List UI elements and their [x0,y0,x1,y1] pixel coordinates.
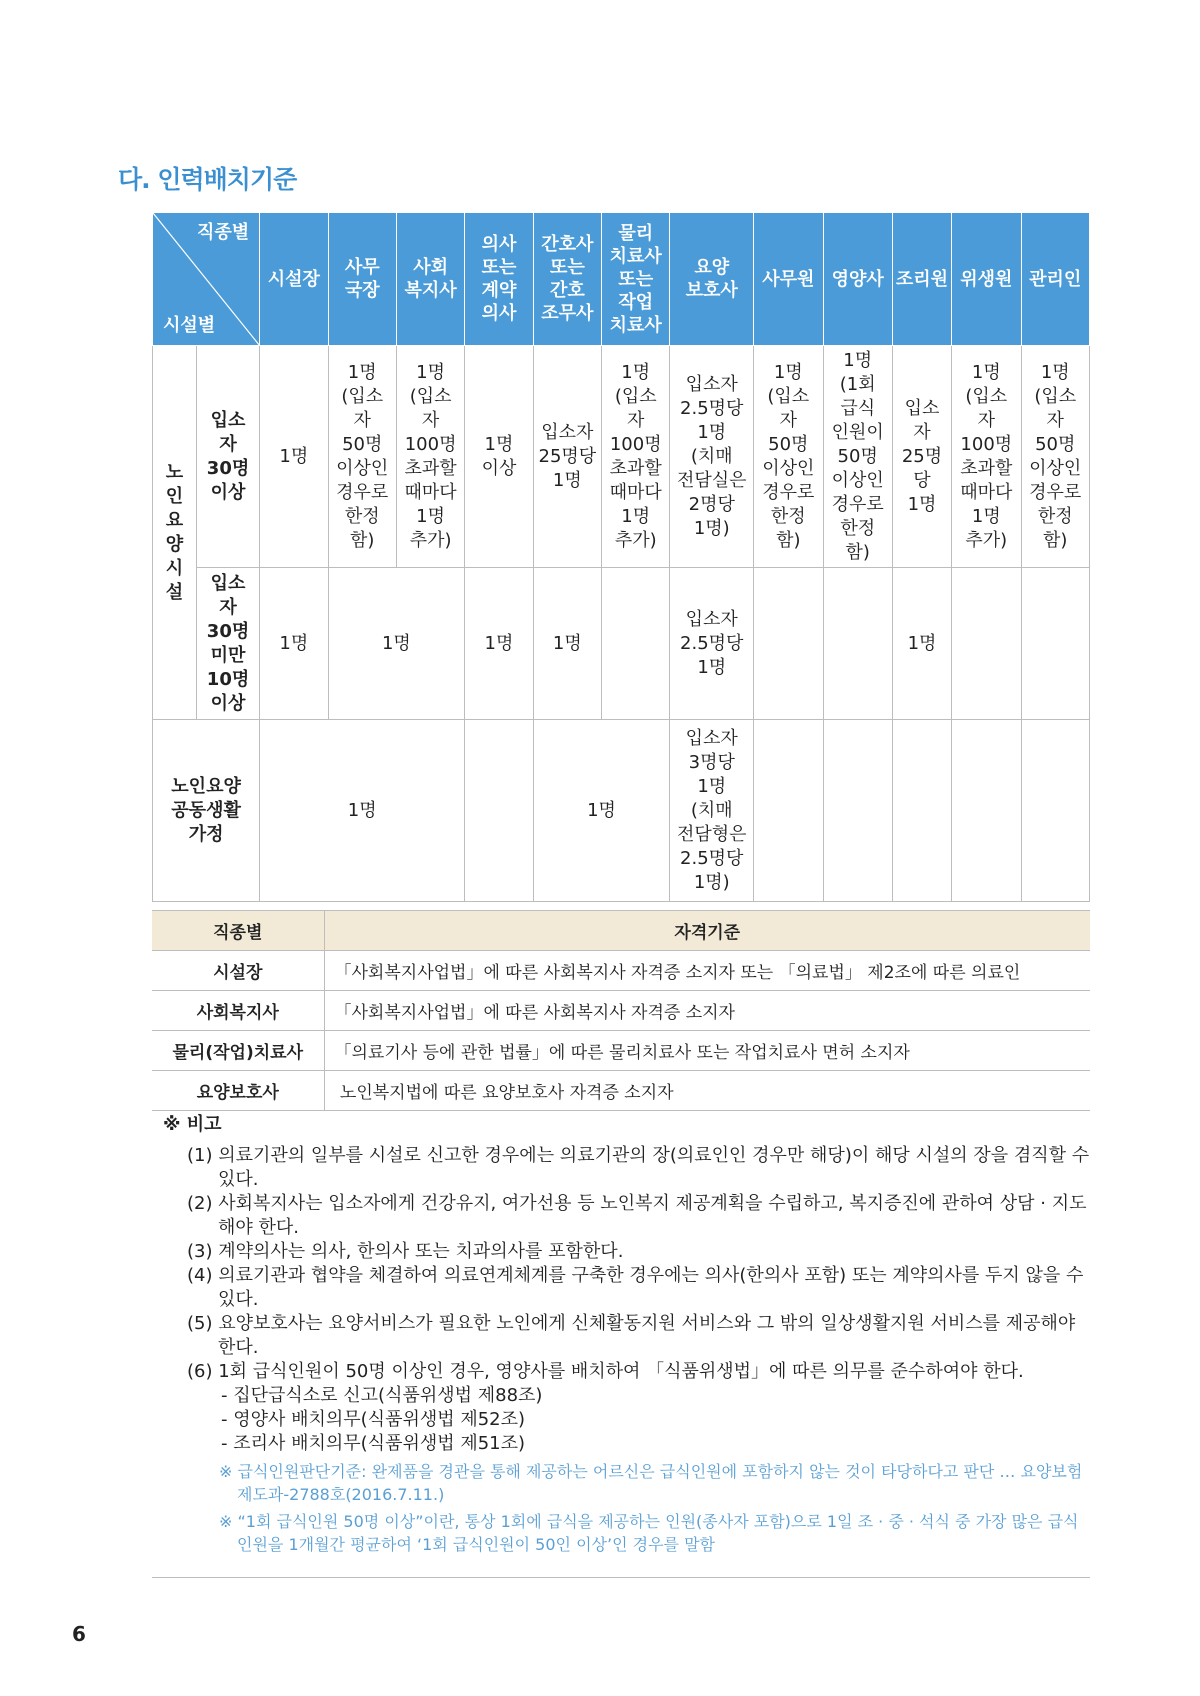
row-label: 입소 자 30명 미만 10명 이상 [196,568,259,720]
remarks-list [163,1144,1093,1384]
table-cell [952,720,1021,902]
list-item: (1) 의료기관의 일부를 시설로 신고한 경우에는 의료기관의 장(의료인인 경우만 해당)이 해당 시설의 장을 겸직할 수 있다. [187,1145,1090,1190]
row-label: 노인요양 공동생활 가정 [153,720,260,902]
header-manager: 관리인 [1021,213,1090,346]
table-cell: 1명 (입소 자 50명 이상인 경우로 한정 함) [1021,346,1090,568]
sub-item: - 조리사 배치의무(식품위생법 제51조) [221,1433,526,1454]
table-cell: 1명 [328,568,465,720]
table-cell [952,568,1021,720]
table-cell [1021,720,1090,902]
table-row [152,951,1090,991]
facility-type-label: 시설별 [163,315,216,336]
staffing-table [152,212,1090,902]
table-cell: 1명 [260,346,328,568]
header-sanitation: 위생원 [952,213,1021,346]
meal-definition-note: ※ “1회 급식인원 50명 이상”이란, 통상 1회에 급식을 제공하는 인원(종사자 포함)으로 1일 조 · 중 · 석식 중 가장 많은 급식인원을 1개월간 평균하여 ‘1회 급식인원이 50인 이상’인 경우를 말함 [219,1512,1079,1554]
staffing-header-row [153,213,1090,346]
job-cell: 시설장 [152,951,324,991]
qualification-cell: 「사회복지사업법」에 따른 사회복지사 자격증 소지자 또는 「의료법」 제2조에 따른 의료인 [324,951,1090,991]
qualification-cell: 「의료기사 등에 관한 법률」에 따른 물리치료사 또는 작업치료사 면허 소지자 [324,1031,1090,1071]
header-qualification: 자격기준 [324,911,1090,951]
qualification-cell: 노인복지법에 따른 요양보호사 자격증 소지자 [324,1071,1090,1111]
table-cell: 1명 [260,720,465,902]
table-row [152,1071,1090,1111]
table-cell: 입소자 2.5명당 1명 (치매 전담실은 2명당 1명) [670,346,754,568]
table-cell: 1명 이상 [465,346,533,568]
job-cell: 요양보호사 [152,1071,324,1111]
header-therapist: 물리 치료사 또는 작업 치료사 [602,213,670,346]
table-row [152,991,1090,1031]
list-item: (6) 1회 급식인원이 50명 이상인 경우, 영양사를 배치하여 「식품위생법」에 따른 의무를 준수하여야 한다. [187,1361,1024,1382]
group-label-nursing-facility: 노 인 요 양 시 설 [153,346,197,720]
table-cell: 1명 [892,568,951,720]
remarks-heading: ※ 비고 [163,1114,222,1135]
table-cell: 입소 자 25명 당 1명 [892,346,951,568]
list-item: (4) 의료기관과 협약을 체결하여 의료연계체계를 구축한 경우에는 의사(한의사 포함) 또는 계약의사를 두지 않을 수 있다. [187,1265,1084,1310]
header-cook: 조리원 [892,213,951,346]
job-type-label: 직종별 [196,222,250,243]
table-cell: 1명 (입소 자 50명 이상인 경우로 한정 함) [754,346,823,568]
table-cell [602,568,670,720]
header-director: 시설장 [260,213,328,346]
header-care-worker: 요양 보호사 [670,213,754,346]
header-nurse: 간호사 또는 간호 조무사 [533,213,601,346]
remarks-section [163,1110,1093,1556]
header-job-type: 직종별 [152,911,324,951]
table-cell: 1명 (입소 자 100명 초과할 때마다 1명 추가) [602,346,670,568]
list-item: (3) 계약의사는 의사, 한의사 또는 치과의사를 포함한다. [187,1241,624,1262]
row-label: 입소 자 30명 이상 [196,346,259,568]
table-cell: 1명 (1회 급식 인원이 50명 이상인 경우로 한정 함) [823,346,892,568]
header-doctor: 의사 또는 계약 의사 [465,213,533,346]
table-cell: 1명 (입소 자 50명 이상인 경우로 한정 함) [328,346,396,568]
qualification-cell: 「사회복지사업법」에 따른 사회복지사 자격증 소지자 [324,991,1090,1031]
qualification-header-row [152,911,1090,951]
list-item: (5) 요양보호사는 요양서비스가 필요한 노인에게 신체활동지원 서비스와 그 밖의 일상생활지원 서비스를 제공해야 한다. [187,1313,1076,1358]
table-cell: 입소자 25명당 1명 [533,346,601,568]
job-cell: 사회복지사 [152,991,324,1031]
table-cell: 1명 (입소 자 100명 초과할 때마다 1명 추가) [952,346,1021,568]
header-nutritionist: 영양사 [823,213,892,346]
header-office-manager: 사무 국장 [328,213,396,346]
table-cell: 1명 (입소 자 100명 초과할 때마다 1명 추가) [396,346,464,568]
meal-criteria-note: ※ 급식인원판단기준: 완제품을 경관을 통해 제공하는 어르신은 급식인원에 포함하지 않는 것이 타당하다고 판단 … 요양보험제도과-2788호(2016.7.11.) [219,1462,1083,1504]
table-cell [754,720,823,902]
table-cell: 입소자 3명당 1명 (치매 전담형은 2.5명당 1명) [670,720,754,902]
table-cell [754,568,823,720]
table-row [153,346,1090,568]
table-cell: 입소자 2.5명당 1명 [670,568,754,720]
table-cell [892,720,951,902]
table-cell: 1명 [260,568,328,720]
table-row [153,720,1090,902]
table-cell [823,720,892,902]
header-social-worker: 사회 복지사 [396,213,464,346]
table-cell [465,720,533,902]
table-cell: 1명 [465,568,533,720]
qualification-table [152,910,1090,1111]
table-cell: 1명 [533,720,670,902]
table-cell [1021,568,1090,720]
job-cell: 물리(작업)치료사 [152,1031,324,1071]
sub-item: - 집단급식소로 신고(식품위생법 제88조) [221,1385,543,1406]
list-item: (2) 사회복지사는 입소자에게 건강유지, 여가선용 등 노인복지 제공계획을 수립하고, 복지증진에 관하여 상담 · 지도해야 한다. [187,1193,1087,1238]
header-clerk: 사무원 [754,213,823,346]
page-number: 6 [72,1622,86,1646]
diagonal-header-cell [153,213,260,346]
section-title: 다. 인력배치기준 [118,165,297,194]
table-cell: 1명 [533,568,601,720]
table-cell [823,568,892,720]
table-row [153,568,1090,720]
table-row [152,1031,1090,1071]
sub-item: - 영양사 배치의무(식품위생법 제52조) [221,1409,526,1430]
divider [152,1577,1090,1578]
